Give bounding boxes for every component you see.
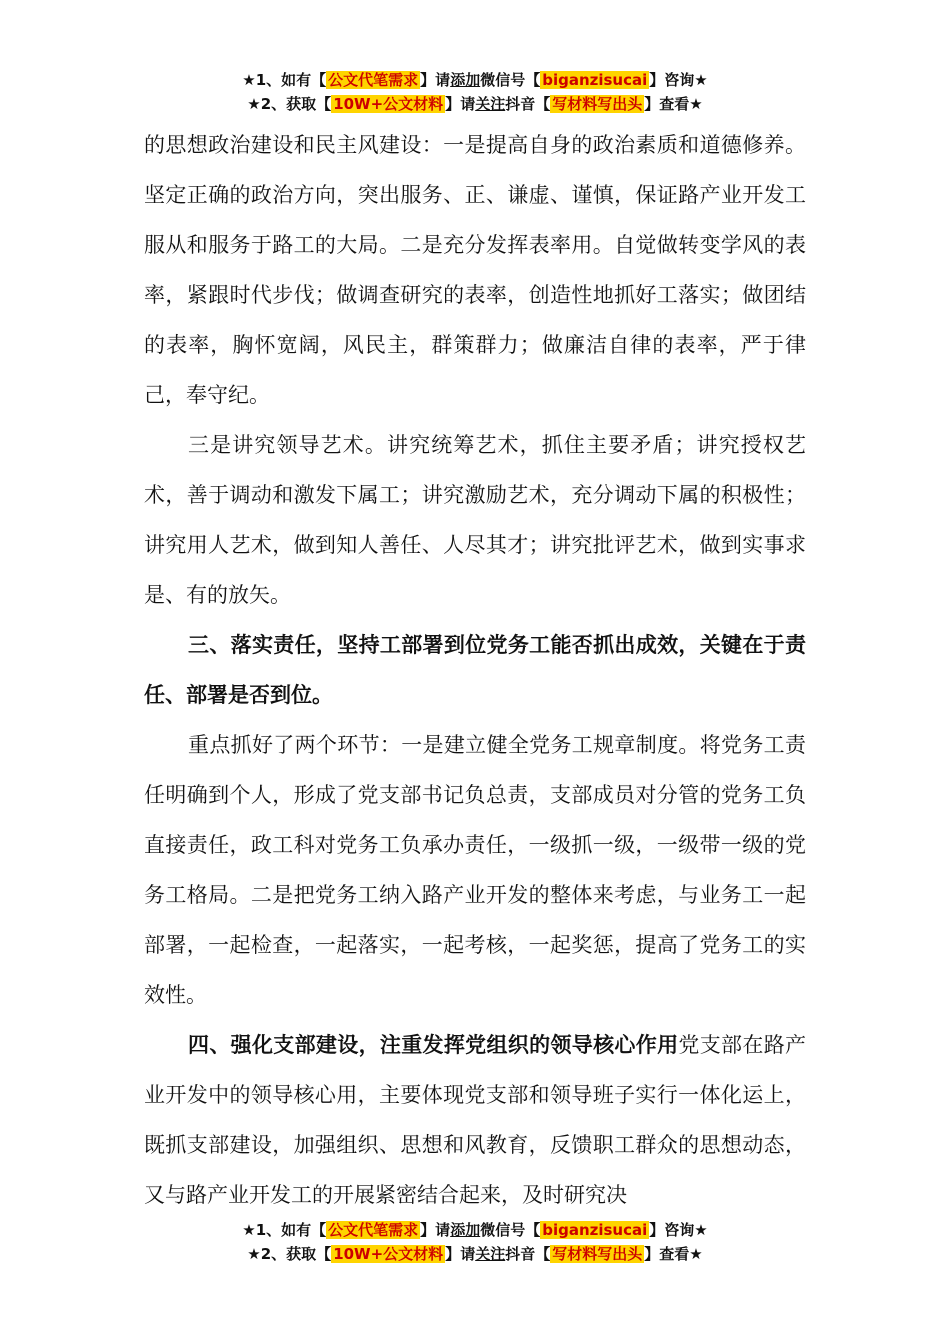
underlined-add: 添加: [450, 1221, 481, 1239]
banner-text: 】请: [445, 95, 476, 113]
banner-text: ★1、如有【: [242, 1221, 327, 1239]
paragraph-3: 重点抓好了两个环节：一是建立健全党务工规章制度。将党务工责任明确到个人，形成了党支部书记负总责，支部成员对分管的党务工负直接责任，政工科对党务工负承办责任，一级抓一级，一级带一级的党务工格局。二是把党务工纳入路产业开发的整体来考虑，与业务工一起部署，一起检查，一起落实，一起考核，一起奖惩，提高了党务工的实效性。: [144, 733, 806, 1007]
banner-text: 】咨询★: [649, 71, 708, 89]
highlight-materials: 10W+公文材料: [333, 1245, 444, 1263]
banner-line-2: [0, 92, 950, 116]
banner-text: ★2、获取【: [247, 95, 332, 113]
paragraph-1: 的思想政治建设和民主风建设：一是提高自身的政治素质和道德修养。坚定正确的政治方向，突出服务、正、谦虚、谨慎，保证路产业开发工服从和服务于路工的大局。二是充分发挥表率用。自觉做转变学风的表率，紧跟时代步伐；做调查研究的表率，创造性地抓好工落实；做团结的表率，胸怀宽阔，风民主，群策群力；做廉洁自律的表率，严于律己，奉守纪。: [144, 133, 806, 407]
paragraph-4-text: 党支部在路产业开发中的领导核心用，主要体现党支部和领导班子实行一体化运上，既抓支部建设，加强组织、思想和风教育，反馈职工群众的思想动态，又与路产业开发工的开展紧密结合起来，及时研究决: [144, 1033, 807, 1207]
highlight-materials: 10W+公文材料: [333, 95, 444, 113]
highlight-wechat-id: biganzisucai: [542, 71, 648, 89]
underlined-add: 添加: [450, 71, 481, 89]
highlight-service: 公文代笔需求: [328, 1221, 419, 1239]
section-heading-3: 三、落实责任，坚持工部署到位党务工能否抓出成效，关键在于责任、部署是否到位。: [144, 633, 806, 707]
banner-text: 微信号【: [480, 1221, 541, 1239]
banner-text: 】请: [445, 1245, 476, 1263]
banner-text: ★2、获取【: [247, 1245, 332, 1263]
banner-text: 抖音【: [505, 1245, 551, 1263]
highlight-douyin: 写材料写出头: [552, 95, 643, 113]
banner-text: 】查看★: [644, 95, 703, 113]
underlined-follow: 关注: [475, 95, 506, 113]
paragraph-2: 三是讲究领导艺术。讲究统筹艺术，抓住主要矛盾；讲究授权艺术，善于调动和激发下属工；讲究激励艺术，充分调动下属的积极性；讲究用人艺术，做到知人善任、人尽其才；讲究批评艺术，做到实事求是、有的放矢。: [144, 433, 806, 607]
footer-line-2: [0, 1242, 950, 1266]
banner-text: 】咨询★: [649, 1221, 708, 1239]
highlight-wechat-id: biganzisucai: [542, 1221, 648, 1239]
banner-text: 抖音【: [505, 95, 551, 113]
banner-line-1: [0, 68, 950, 92]
banner-text: 】查看★: [644, 1245, 703, 1263]
footer-banner: [0, 1218, 950, 1266]
underlined-follow: 关注: [475, 1245, 506, 1263]
header-banner: [0, 68, 950, 116]
paragraph-4: [144, 1020, 806, 1220]
banner-text: 】请: [420, 1221, 451, 1239]
highlight-douyin: 写材料写出头: [552, 1245, 643, 1263]
banner-text: 微信号【: [480, 71, 541, 89]
document-body: [144, 120, 806, 1220]
section-heading-4: 四、强化支部建设，注重发挥党组织的领导核心作用: [188, 1033, 679, 1057]
highlight-service: 公文代笔需求: [328, 71, 419, 89]
banner-text: 】请: [420, 71, 451, 89]
footer-line-1: [0, 1218, 950, 1242]
banner-text: ★1、如有【: [242, 71, 327, 89]
